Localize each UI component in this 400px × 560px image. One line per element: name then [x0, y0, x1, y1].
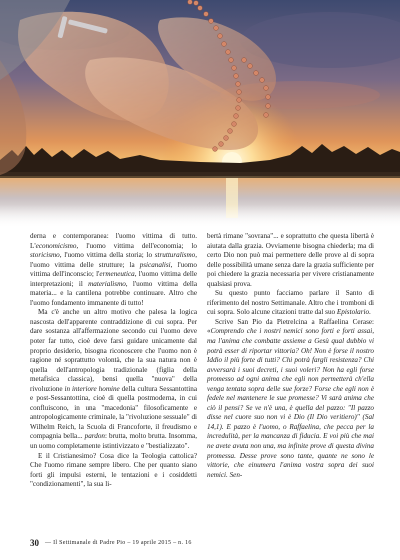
page-number: 30	[30, 538, 39, 548]
italic-run: pardon	[84, 432, 105, 441]
paragraph	[30, 452, 197, 490]
hero-photo	[0, 0, 400, 228]
text-run: Ma c'è anche un altro motivo che palesa la logica nascosta dell'apparente contraddizione di cui sopra. Per dare sostanza all'affermazione secondo cui l'uomo deve poter far tutto, cioè deve farsi guidare unicamente dal proprio desiderio, bisogna riconoscere che l'uomo non è ragione né soprattutto volontà, che la sua natura non è quella dell'antropologia tradizionale (figlia della metafisica classica), bensì quella "nuova" della rivoluzione	[30, 308, 197, 393]
column-right	[207, 232, 374, 532]
italic-run: in interiore homine	[64, 384, 120, 393]
italic-run: economicismo	[35, 241, 77, 250]
paragraph	[30, 232, 197, 308]
text-run: Su questo punto facciamo parlare il Santo di riferimento del nostro Settimanale. Altro che i tromboni di cui sopra. Solo alcune citazioni tratte dal suo	[207, 289, 374, 317]
text-run: derna e contemporanea: l'uomo vittima di tutto. L'	[30, 232, 197, 250]
text-run: , l'uomo vittima della storia; lo	[59, 251, 155, 260]
paragraph	[207, 232, 374, 289]
text-run: E il Cristianesimo? Cosa dice la Teologia cattolica? Che l'uomo rimane sempre libero. Che per quanto siano forti gli impulsi esterni, le tentazioni e i cosiddetti "condizionamenti", la sua li-	[30, 451, 197, 489]
text-run: , l'uomo vittima dell'economia; lo	[76, 241, 197, 250]
text-run: , l'uomo vittima dell'inconscio; l'	[30, 260, 197, 279]
article-body	[30, 232, 374, 532]
text-run: , l'uomo vittima delle interpretazioni; il	[30, 270, 197, 288]
rosary-sunset-image	[0, 0, 400, 228]
italic-run: ermeneutica	[99, 270, 135, 279]
italic-run: Epistolario	[336, 308, 370, 317]
italic-run: strutturalismo	[154, 251, 196, 260]
text-run: della cultura Sessantottina e post-Sessantottina, cioè di quella postmoderna, in cui confluiscono, in una "macedonia" filosoficamente e antropologicamente criminale, la "rivoluzione sessuale" di Wilhelm Reich, la Scuola di Francoforte, il freudismo e compagnia bella...	[30, 384, 197, 441]
paragraph	[207, 289, 374, 318]
text-run: .	[369, 308, 371, 317]
text-run: bertà rimane "sovrana"... e soprattutto che questa libertà è aiutata dalla grazia. Ovviamente bisogna chiederla; ma di certo Dio non può mai permettere delle prove al di sopra delle possibilità umane senza dare la grazia sufficiente per poi chiedere la grazia necessaria per vivere cristianamente qualsiasi prova.	[207, 232, 374, 288]
text-run: Scrive San Pio da Pietrelcina a Raffaelina Cerase: «	[207, 317, 374, 336]
text-run: , l'uomo vittima delle strutture; la	[30, 251, 197, 269]
paragraph	[207, 318, 374, 480]
running-footer: — Il Settimanale di Padre Pio – 19 aprile 2015 – n. 16	[45, 540, 192, 546]
column-left	[30, 232, 197, 532]
text-run: , l'uomo vittima della materia... e la cantilena potrebbe continuare. Altro che l'uomo fondamento immanente di tutto!	[30, 279, 197, 307]
italic-run: storicismo	[30, 251, 60, 260]
italic-run: Comprendo che i nostri nemici sono forti e forti assai, ma l'anima che combatte assieme a Gesù qual dubbio vi potrà esser di riportar vittoria? Oh! Non è forse il nostro Iddio il più forte di tutti? Chi potrà fargli resistenza? Chi avversarà i suoi decreti, i suoi voleri? Non ha egli forse promesso ad ogni anima che egli non permetterà ch'ella venga tentata sopra delle sue forze? Forse che egli non è fedele nel mantenere le sue promesse? Vi sarà anima che ciò il pensi? Se ve n'è una, è quella del pazzo: "Il pazzo disse nel cuore suo non vi è Dio (Il Dio veritiero)" (Sal 14,1). E pazzo è l'uomo, o Raffaelina, che pecca per la incredulità, per la mancanza di fiducia. E voi più che mai ne avete avuta non una, ma infinite prove di questa divina promessa. Desse prove sono tante, quante ne sono le vittorie, che einumera l'anima vostra sopra dei suoi nemici. Sen-	[207, 327, 374, 479]
page-footer	[30, 536, 374, 550]
italic-run: psicanalisi	[139, 260, 171, 269]
paragraph	[30, 308, 197, 451]
italic-run: materialismo	[88, 279, 126, 288]
text-run: : brutta, molto brutta. Insomma, un uomo completamente istintivizzato e "bestializzato".	[30, 432, 197, 451]
